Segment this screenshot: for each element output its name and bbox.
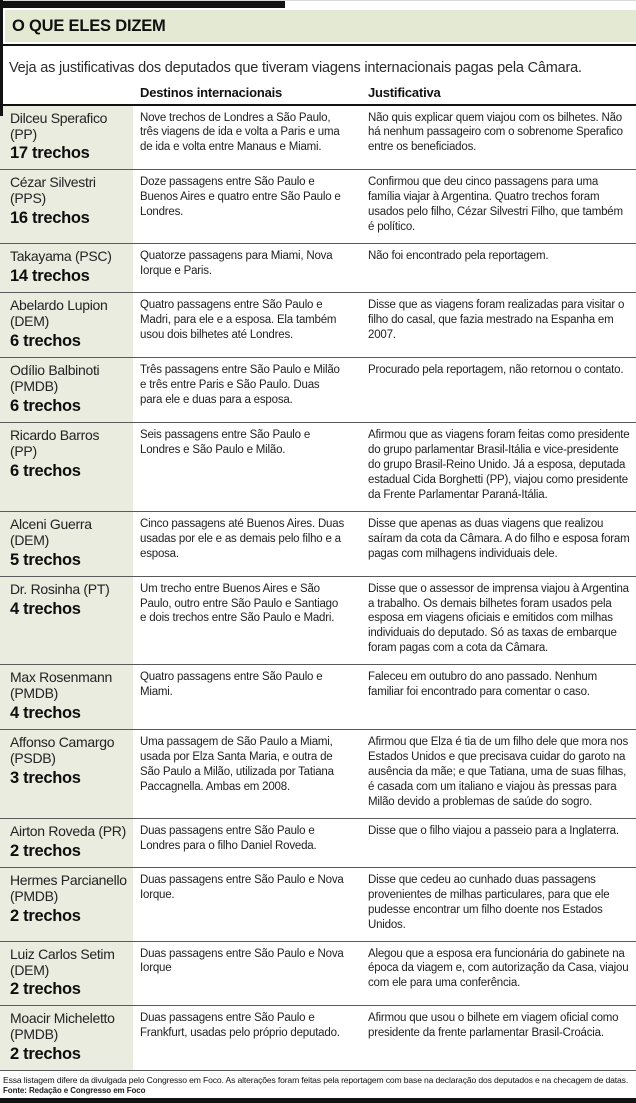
footer-note: Essa listagem difere da divulgada pelo Congresso em Foco. As alterações foram feitas pela reportagem com base na declaração dos deputados e na checagem de datas. <box>3 1075 629 1086</box>
justification-cell: Não foi encontrado pela reportagem. <box>368 250 549 263</box>
destinations-cell: Nove trechos de Londres a São Paulo, três viagens de ida e volta a Paris e uma de ida e volta entre Manaus e Miami. <box>140 111 340 154</box>
destinations-cell: Duas passagens entre São Paulo e Frankfurt, usadas pelo próprio deputado. <box>140 1012 340 1040</box>
destinations-cell: Duas passagens entre São Paulo e Nova Iorque. <box>140 873 344 901</box>
destinations-cell: Duas passagens entre São Paulo e Londres para o filho Daniel Roveda. <box>140 824 317 852</box>
table-row <box>0 1006 636 1071</box>
deputy-cell <box>0 730 133 818</box>
justification-cell: Afirmou que as viagens foram feitas como presidente do grupo parlamentar Brasil-Itália e vice-presidente do grupo Brasil-Reino Unido. Já a esposa, deputada estadual Cida Borghetti (PP), viajou como presidente da Frente Parlamentar Paraná-Itália. <box>368 428 630 501</box>
table-row <box>0 512 636 577</box>
deputy-name: Odílio Balbinoti (PMDB) <box>10 362 100 395</box>
justification-cell: Confirmou que deu cinco passagens para uma família viajar à Argentina. Quatro trechos foram usados pelo filho, Cézar Silvestri Filho, que também é político. <box>368 176 623 234</box>
deputy-name: Luiz Carlos Setim (DEM) <box>10 945 115 978</box>
table-row <box>0 423 636 512</box>
column-header-destinations: Destinos internacionais <box>140 84 283 100</box>
deputy-name: Takayama (PSC) <box>10 248 112 265</box>
deputy-cell <box>0 512 133 576</box>
deputy-cell <box>0 819 133 867</box>
destinations-cell: Quatro passagens entre São Paulo e Madri, para ele e a esposa. Ela também usou dois bilhetes até Londres. <box>140 299 337 342</box>
bottom-bar <box>0 1098 636 1103</box>
deputy-trip-count: 14 trechos <box>10 267 90 286</box>
deputy-trip-count: 17 trechos <box>10 144 90 163</box>
deputy-name: Hermes Parcianello (PMDB) <box>10 871 127 904</box>
deputy-cell <box>0 244 133 292</box>
deputy-name: Alceni Guerra (DEM) <box>10 515 92 548</box>
table-row <box>0 293 636 358</box>
justification-cell: Não quis explicar quem viajou com os bilhetes. Não há nenhum passageiro com o sobrenome Sperafico entre os beneficiados. <box>368 111 623 154</box>
table-row <box>0 665 636 730</box>
table-row <box>0 358 636 423</box>
deputy-cell <box>0 868 133 941</box>
deputy-trip-count: 6 trechos <box>10 332 81 351</box>
destinations-cell: Três passagens entre São Paulo e Milão e três entre Paris e São Paulo. Duas para ele e duas para a esposa. <box>140 364 340 406</box>
justification-cell: Afirmou que Elza é tia de um filho dele que mora nos Estados Unidos e que precisava cuidar do garoto na ausência da mãe; e que Tatiana, uma de suas filhas, é casada com um italiano e viajou às pressas para Milão devido a problemas de saúde do sogro. <box>368 736 629 808</box>
deputy-name: Max Rosenmann (PMDB) <box>10 669 112 702</box>
deputy-trip-count: 16 trechos <box>10 209 90 228</box>
deputy-trip-count: 2 trechos <box>10 906 81 925</box>
left-rule <box>0 0 3 116</box>
deputy-trip-count: 4 trechos <box>10 599 81 618</box>
destinations-cell: Um trecho entre Buenos Aires e São Paulo, outro entre São Paulo e Santiago e dois trechos entre São Paulo e Madri. <box>140 582 339 625</box>
deputy-name: Airton Roveda (PR) <box>10 822 126 839</box>
deputy-name: Affonso Camargo (PSDB) <box>10 734 115 767</box>
deputy-name: Moacir Micheletto (PMDB) <box>10 1010 115 1043</box>
deputy-trip-count: 3 trechos <box>10 769 81 788</box>
justification-cell: Disse que as viagens foram realizadas para visitar o filho do casal, que fazia mestrado na Espanha em 2007. <box>368 299 625 342</box>
destinations-cell: Cinco passagens até Buenos Aires. Duas usadas por ele e as demais pelo filho e a esposa. <box>140 517 344 560</box>
deputy-trip-count: 2 trechos <box>10 980 81 999</box>
justification-cell: Disse que apenas as duas viagens que realizou saíram da cota da Câmara. A do filho e esposa foram pagas com milhagens individuais dele. <box>368 517 630 560</box>
deputy-cell <box>0 942 133 1006</box>
destinations-cell: Quatro passagens entre São Paulo e Miami. <box>140 671 323 699</box>
deputy-trip-count: 6 trechos <box>10 461 81 480</box>
deputy-cell <box>0 1006 133 1070</box>
destinations-cell: Uma passagem de São Paulo a Miami, usada por Elza Santa Maria, e outra de São Paulo a Milão, utilizada por Tatiana Paccagnella. Ambas em 2008. <box>140 736 334 793</box>
footer-source: Fonte: Redação e Congresso em Foco <box>3 1086 146 1096</box>
table-row <box>0 730 636 819</box>
table-row <box>0 106 636 171</box>
deputy-cell <box>0 423 133 511</box>
justification-cell: Procurado pela reportagem, não retornou o contato. <box>368 364 624 377</box>
deputy-cell <box>0 170 133 243</box>
table-row <box>0 868 636 942</box>
deputy-name: Dr. Rosinha (PT) <box>10 580 110 597</box>
table-row <box>0 942 636 1007</box>
destinations-cell: Duas passagens entre São Paulo e Nova Iorque <box>140 947 344 975</box>
table-row <box>0 819 636 868</box>
justification-cell: Disse que cedeu ao cunhado duas passagens provenientes de milhas particulares, para que ele pudesse encontrar um filho doente nos Estados Unidos. <box>368 873 610 931</box>
deputy-name: Ricardo Barros (PP) <box>10 426 100 459</box>
justification-cell: Disse que o filho viajou a passeio para a Inglaterra. <box>368 824 619 837</box>
destinations-cell: Quatorze passagens para Miami, Nova Iorque e Paris. <box>140 250 333 278</box>
destinations-cell: Doze passagens entre São Paulo e Buenos Aires e quatro entre São Paulo e Londres. <box>140 176 341 219</box>
deputy-trip-count: 6 trechos <box>10 396 81 415</box>
column-headers <box>0 78 636 100</box>
deputy-cell <box>0 665 133 729</box>
deputy-cell <box>0 358 133 422</box>
deputy-cell <box>0 106 133 170</box>
table-row <box>0 170 636 244</box>
table-row <box>0 577 636 666</box>
deputy-cell <box>0 293 133 357</box>
deputy-name: Abelardo Lupion (DEM) <box>10 297 108 330</box>
justifications-table <box>0 106 636 1072</box>
deputy-trip-count: 2 trechos <box>10 841 81 860</box>
top-bar <box>0 1 285 8</box>
table-row <box>0 244 636 293</box>
justification-cell: Faleceu em outubro do ano passado. Nenhum familiar foi encontrado para comentar o caso. <box>368 671 597 699</box>
column-header-justification: Justificativa <box>368 84 441 100</box>
section-title: O QUE ELES DIZEM <box>12 17 166 35</box>
deputy-cell <box>0 577 133 665</box>
justification-cell: Afirmou que usou o bilhete em viagem oficial como presidente da frente parlamentar Brasil-Croácia. <box>368 1012 619 1040</box>
title-band <box>5 10 636 42</box>
deputy-trip-count: 4 trechos <box>10 704 81 723</box>
justification-cell: Alegou que a esposa era funcionária do gabinete na época da viagem e, com autorização da Casa, viajou com ele para uma conferência. <box>368 947 629 990</box>
deputy-name: Dilceu Sperafico (PP) <box>10 109 108 142</box>
deputy-trip-count: 2 trechos <box>10 1045 81 1064</box>
justification-cell: Disse que o assessor de imprensa viajou à Argentina a trabalho. Os demais bilhetes foram usados pela esposa em viagens oficiais e emitidos com milhas individuais do deputado. Só as taxas de embarque foram pagas com a cota da Câmara. <box>368 582 629 655</box>
column-header-name <box>0 85 133 100</box>
destinations-cell: Seis passagens entre São Paulo e Londres e São Paulo e Milão. <box>140 428 311 456</box>
deputy-name: Cézar Silvestri (PPS) <box>10 174 96 207</box>
intro-text: Veja as justificativas dos deputados que tiveram viagens internacionais pagas pela Câmara. <box>9 60 582 76</box>
deputy-trip-count: 5 trechos <box>10 550 81 569</box>
